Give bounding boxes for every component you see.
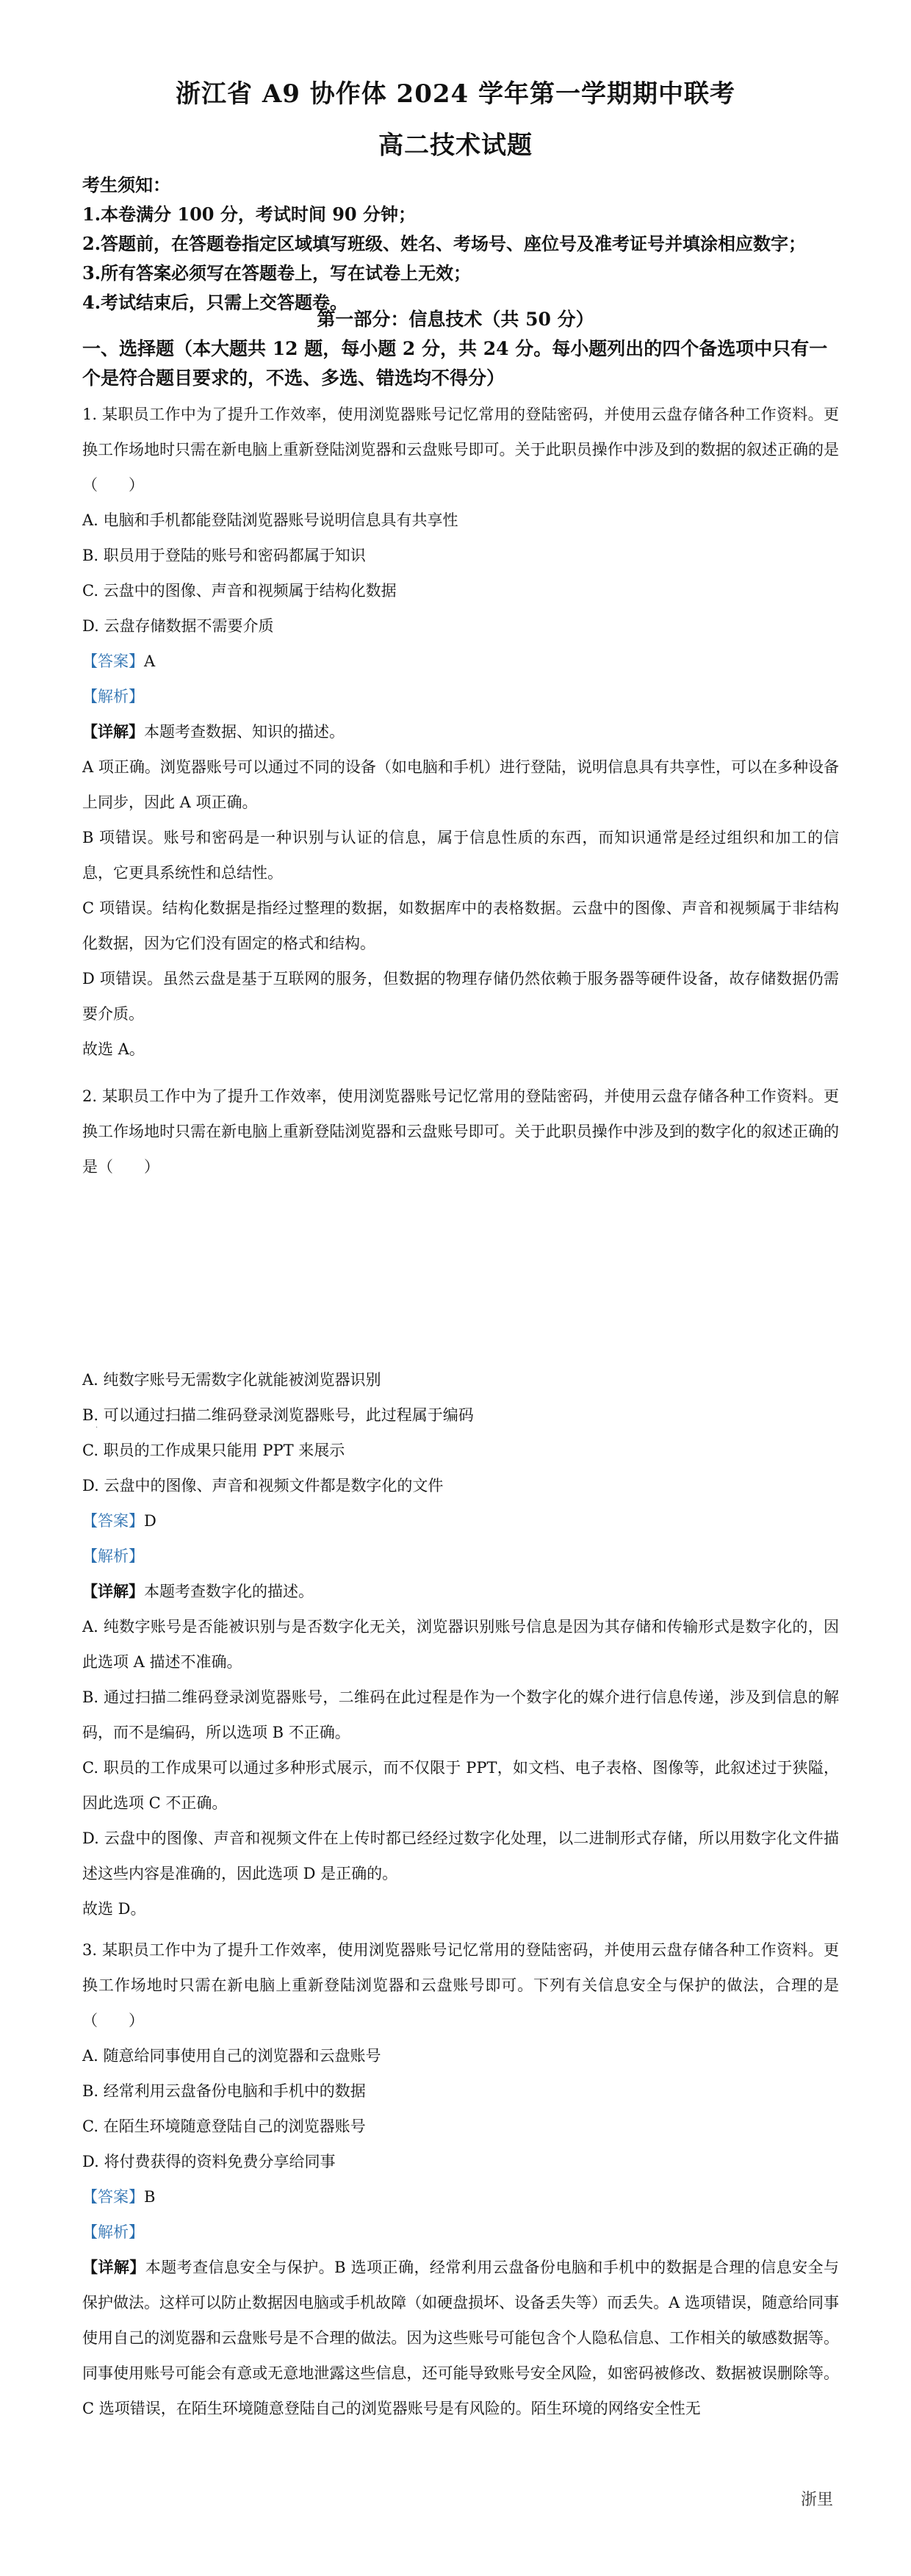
exam-title: 浙江省 A9 协作体 2024 学年第一学期期中联考 <box>175 79 735 109</box>
question-1 <box>82 397 839 1067</box>
notice-item: 3.所有答案必须写在答题卷上，写在试卷上无效； <box>82 262 472 284</box>
detail-line <box>82 2250 839 2426</box>
answer-value: A <box>144 652 156 670</box>
explanation: B. 通过扫描二维码登录浏览器账号，二维码在此过程是作为一个数字化的媒介进行信息传递，涉及到信息的解码，而不是编码，所以选项 B 不正确。 <box>82 1688 839 1741</box>
detail-line <box>82 1574 839 1609</box>
stray-mark: · <box>96 1424 98 1432</box>
question-stem: 1. 某职员工作中为了提升工作效率，使用浏览器账号记忆常用的登陆密码，并使用云盘存储各种工作资料。更换工作场地时只需在新电脑上重新登陆浏览器和云盘账号即可。关于此职员操作中涉及到的数据的叙述正确的是（ ） <box>82 406 839 494</box>
explanation: C. 职员的工作成果可以通过多种形式展示，而不仅限于 PPT，如文档、电子表格、图像等，此叙述过于狭隘，因此选项 C 不正确。 <box>82 1759 839 1812</box>
question-stem: 2. 某职员工作中为了提升工作效率，使用浏览器账号记忆常用的登陆密码，并使用云盘存储各种工作资料。更换工作场地时只需在新电脑上重新登陆浏览器和云盘账号即可。关于此职员操作中涉及到的数字化的叙述正确的是（ ） <box>82 1087 839 1176</box>
option-c: C. 云盘中的图像、声音和视频属于结构化数据 <box>82 582 397 600</box>
option-a: A. 纯数字账号无需数字化就能被浏览器识别 <box>82 1371 381 1389</box>
answer-label: 【答案】 <box>82 1512 144 1530</box>
question-stem: 3. 某职员工作中为了提升工作效率，使用浏览器账号记忆常用的登陆密码，并使用云盘存储各种工作资料。更换工作场地时只需在新电脑上重新登陆浏览器和云盘账号即可。下列有关信息安全与保护的做法，合理的是（ ） <box>82 1941 839 2029</box>
answer-line <box>82 1503 839 1539</box>
explanation: D. 云盘中的图像、声音和视频文件在上传时都已经经过数字化处理，以二进制形式存储，所以用数字化文件描述这些内容是准确的，因此选项 D 是正确的。 <box>82 1830 839 1882</box>
answer-line <box>82 644 839 679</box>
explanation: A. 纯数字账号是否能被识别与是否数字化无关，浏览器识别账号信息是因为其存储和传输形式是数字化的，因此选项 A 描述不准确。 <box>82 1618 839 1671</box>
page-footer: 浙里 <box>801 2491 834 2509</box>
option-d: D. 云盘存储数据不需要介质 <box>82 617 274 635</box>
notice-item: 1.本卷满分 100 分，考试时间 90 分钟； <box>82 204 416 225</box>
detail-text: 本题考查信息安全与保护。B 选项正确，经常利用云盘备份电脑和手机中的数据是合理的信息安全与保护做法。这样可以防止数据因电脑或手机故障（如硬盘损坏、设备丢失等）而丢失。A 选项错误，随意给同事使用自己的浏览器和云盘账号是不合理的做法。因为这些账号可能包含个人隐私信息、工作相关的敏感数据等。同事使用账号可能会有意或无意地泄露这些信息，还可能导致账号安全风险，如密码被修改、数据被误删除等。C 选项错误，在陌生环境随意登陆自己的浏览器账号是有风险的。陌生环境的网络安全性无 <box>82 2259 839 2417</box>
detail-intro: 本题考查数字化的描述。 <box>144 1583 314 1600</box>
option-c: C. 职员的工作成果只能用 PPT 来展示 <box>82 1442 345 1459</box>
analysis-label: 【解析】 <box>82 1547 144 1565</box>
part-title: 第一部分：信息技术（共 50 分） <box>317 309 594 330</box>
detail-label: 【详解】 <box>82 722 144 741</box>
notice-item: 4.考试结束后，只需上交答题卷。 <box>82 292 348 313</box>
notice-item: 2.答题前，在答题卷指定区域填写班级、姓名、考场号、座位号及准考证号并填涂相应数字； <box>82 233 807 254</box>
detail-label: 【详解】 <box>82 1582 144 1600</box>
detail-label: 【详解】 <box>82 2258 145 2276</box>
question-2-stem-block <box>82 1079 839 1184</box>
analysis-label: 【解析】 <box>82 2223 144 2241</box>
conclusion: 故选 A。 <box>82 1040 145 1058</box>
option-b: B. 可以通过扫描二维码登录浏览器账号，此过程属于编码 <box>82 1406 474 1424</box>
option-c: C. 在陌生环境随意登陆自己的浏览器账号 <box>82 2118 366 2135</box>
candidate-notice <box>82 170 846 317</box>
detail-line <box>82 714 839 749</box>
option-b: B. 职员用于登陆的账号和密码都属于知识 <box>82 547 366 564</box>
option-b: B. 经常利用云盘备份电脑和手机中的数据 <box>82 2082 366 2100</box>
answer-label: 【答案】 <box>82 2188 144 2206</box>
option-d: D. 将付费获得的资料免费分享给同事 <box>82 2153 336 2170</box>
explanation: C 项错误。结构化数据是指经过整理的数据，如数据库中的表格数据。云盘中的图像、声音和视频属于非结构化数据，因为它们没有固定的格式和结构。 <box>82 899 839 952</box>
option-a: A. 电脑和手机都能登陆浏览器账号说明信息具有共享性 <box>82 511 458 529</box>
question-3 <box>82 1932 839 2426</box>
explanation: D 项错误。虽然云盘是基于互联网的服务，但数据的物理存储仍然依赖于服务器等硬件设备，故存储数据仍需要介质。 <box>82 970 839 1023</box>
option-d: D. 云盘中的图像、声音和视频文件都是数字化的文件 <box>82 1477 444 1494</box>
answer-value: B <box>144 2188 156 2206</box>
section-title: 一、选择题（本大题共 12 题，每小题 2 分，共 24 分。每小题列出的四个备选项中只有一个是符合题目要求的，不选、多选、错选均不得分） <box>82 338 828 389</box>
explanation: A 项正确。浏览器账号可以通过不同的设备（如电脑和手机）进行登陆，说明信息具有共享性，可以在多种设备上同步，因此 A 项正确。 <box>82 758 839 811</box>
answer-label: 【答案】 <box>82 652 144 670</box>
explanation: B 项错误。账号和密码是一种识别与认证的信息，属于信息性质的东西，而知识通常是经过组织和加工的信息，它更具系统性和总结性。 <box>82 829 839 882</box>
notice-heading: 考生须知： <box>82 174 170 195</box>
analysis-label: 【解析】 <box>82 688 144 705</box>
answer-line <box>82 2179 839 2215</box>
exam-subtitle: 高二技术试题 <box>378 131 533 160</box>
option-a: A. 随意给同事使用自己的浏览器和云盘账号 <box>82 2047 381 2065</box>
detail-intro: 本题考查数据、知识的描述。 <box>144 723 345 741</box>
question-2 <box>82 1362 839 1926</box>
answer-value: D <box>144 1512 156 1530</box>
conclusion: 故选 D。 <box>82 1900 146 1918</box>
